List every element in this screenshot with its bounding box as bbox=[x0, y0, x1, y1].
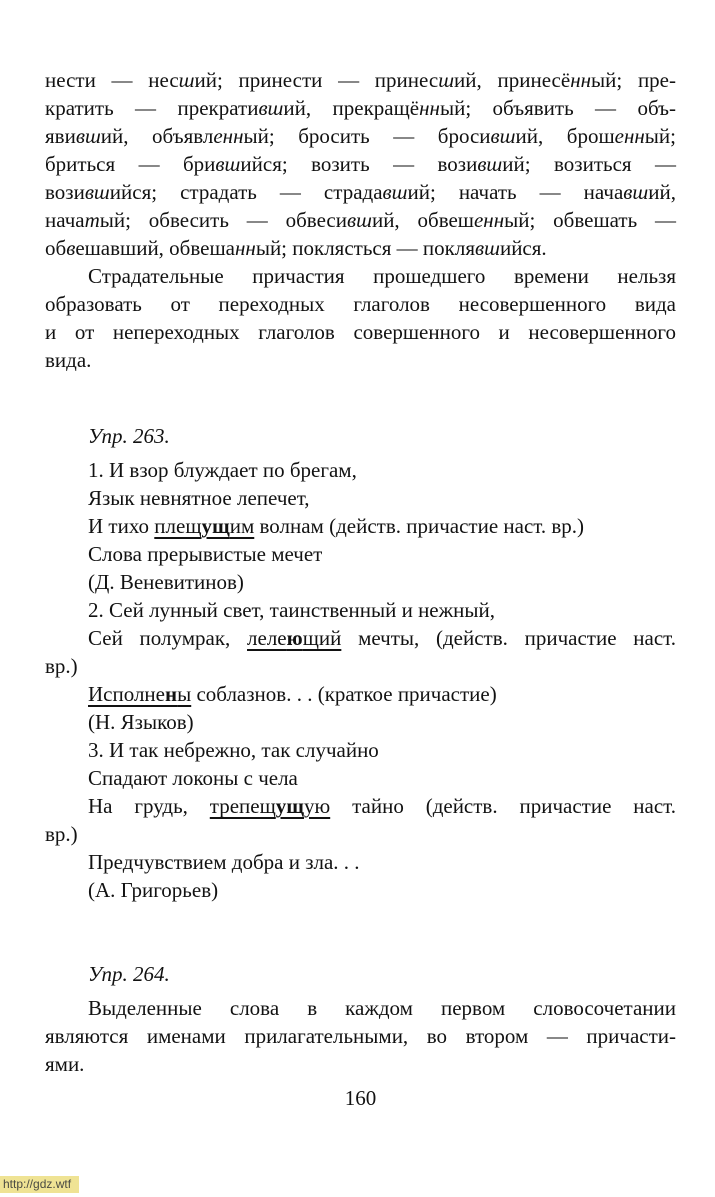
text-segment: нн bbox=[570, 68, 592, 92]
text-line bbox=[45, 318, 676, 346]
text-segment: Страдательные причастия прошедшего времени нельзя bbox=[88, 264, 676, 288]
text-line bbox=[45, 512, 676, 540]
text-line bbox=[45, 792, 676, 820]
text-line-content bbox=[88, 540, 322, 568]
exercise-heading bbox=[45, 422, 676, 450]
text-segment: ш bbox=[178, 68, 195, 92]
text-line-content bbox=[45, 318, 676, 346]
text-line bbox=[45, 178, 676, 206]
text-segment: ийся; возить — вози bbox=[240, 152, 478, 176]
text-segment: вш bbox=[474, 236, 500, 260]
text-line bbox=[45, 150, 676, 178]
text-line-content bbox=[88, 736, 379, 764]
text-line bbox=[45, 652, 676, 680]
text-line bbox=[45, 736, 676, 764]
text-line bbox=[45, 596, 676, 624]
page-content bbox=[45, 66, 676, 1078]
underlined-word-part: н bbox=[165, 682, 178, 706]
text-segment: ый; обвесить — обвеси bbox=[99, 208, 347, 232]
text-segment: (Н. Языков) bbox=[88, 710, 194, 734]
text-line-content bbox=[45, 178, 676, 206]
text-segment: ий; начать — нача bbox=[407, 180, 624, 204]
text-segment: ий, принесё bbox=[454, 68, 571, 92]
text-line-content bbox=[88, 680, 497, 708]
text-segment: ый; пре- bbox=[591, 68, 676, 92]
text-line-content bbox=[45, 346, 91, 374]
text-segment: нача bbox=[45, 208, 85, 232]
text-segment: И тихо bbox=[88, 514, 155, 538]
text-segment: вш bbox=[258, 96, 284, 120]
exercise-heading bbox=[45, 960, 676, 988]
text-line bbox=[45, 568, 676, 596]
text-segment: На грудь, bbox=[88, 794, 210, 818]
text-segment: 3. И так небрежно, так случайно bbox=[88, 738, 379, 762]
text-segment: Предчувствием добра и зла. . . bbox=[88, 850, 360, 874]
text-segment: ешавший, обвеша bbox=[75, 236, 235, 260]
text-segment: Сей полумрак, bbox=[88, 626, 248, 650]
text-line-content bbox=[88, 764, 298, 792]
text-segment: ий, брош bbox=[515, 124, 615, 148]
text-line-content bbox=[45, 1050, 84, 1078]
text-line bbox=[45, 994, 676, 1022]
text-line-content bbox=[88, 876, 218, 904]
underlined-word-part: щий bbox=[302, 626, 342, 650]
text-segment: 2. Сей лунный свет, таинственный и нежный, bbox=[88, 598, 495, 622]
text-line-content bbox=[45, 66, 676, 94]
text-segment: яви bbox=[45, 124, 76, 148]
text-segment: образовать от переходных глаголов несовершенного вида bbox=[45, 292, 676, 316]
text-segment: (А. Григорьев) bbox=[88, 878, 219, 902]
text-line bbox=[45, 346, 676, 374]
text-segment: Спадают локоны с чела bbox=[88, 766, 298, 790]
text-segment: Слова прерывистые мечет bbox=[88, 542, 323, 566]
underlined-word-part: ущ bbox=[201, 514, 230, 538]
text-segment: нн bbox=[419, 96, 440, 120]
text-segment: ий, обвеш bbox=[371, 208, 474, 232]
text-segment: волнам (действ. причастие наст. вр.) bbox=[254, 514, 585, 538]
text-line-content bbox=[88, 994, 676, 1022]
text-segment: ий; возиться — bbox=[502, 152, 676, 176]
text-line-content bbox=[45, 820, 78, 848]
text-segment: вш bbox=[382, 180, 408, 204]
text-segment: ий, объявл bbox=[100, 124, 214, 148]
text-segment: Упр. 264. bbox=[88, 962, 170, 986]
text-line bbox=[45, 624, 676, 652]
text-segment: вш bbox=[623, 180, 649, 204]
text-line bbox=[45, 122, 676, 150]
text-segment: (Д. Веневитинов) bbox=[88, 570, 244, 594]
text-segment: вш bbox=[84, 180, 110, 204]
text-segment: являются именами прилагательными, во втором — причасти- bbox=[45, 1024, 676, 1048]
text-segment: вр.) bbox=[45, 822, 78, 846]
text-segment: енн bbox=[213, 124, 244, 148]
text-line-content bbox=[88, 960, 170, 988]
text-line-content bbox=[88, 624, 676, 652]
text-line bbox=[45, 484, 676, 512]
text-segment: и от непереходных глаголов совершенного и несовершенного bbox=[45, 320, 676, 344]
underlined-word-part: ы bbox=[177, 682, 192, 706]
text-line-content bbox=[88, 484, 310, 512]
text-line-content bbox=[88, 708, 194, 736]
text-segment: вш bbox=[477, 152, 503, 176]
underlined-word-part: им bbox=[229, 514, 255, 538]
text-segment: вш bbox=[75, 124, 101, 148]
text-line-content bbox=[45, 652, 78, 680]
text-segment: ийся. bbox=[499, 236, 547, 260]
text-segment: ый; объявить — объ- bbox=[439, 96, 676, 120]
text-line bbox=[45, 234, 676, 262]
text-segment: т bbox=[84, 208, 100, 232]
text-line-content bbox=[88, 792, 676, 820]
text-segment: об bbox=[45, 236, 67, 260]
text-line-content bbox=[45, 1022, 676, 1050]
text-segment: нн bbox=[234, 236, 256, 260]
text-segment: вида. bbox=[45, 348, 92, 372]
text-line bbox=[45, 708, 676, 736]
text-line bbox=[45, 540, 676, 568]
text-segment: ый; бросить — броси bbox=[243, 124, 491, 148]
text-segment: ий, bbox=[648, 180, 676, 204]
underlined-word-part: леле bbox=[247, 626, 287, 650]
text-line-content bbox=[88, 456, 357, 484]
text-line-content bbox=[88, 848, 360, 876]
text-line bbox=[45, 456, 676, 484]
text-segment: ями. bbox=[45, 1052, 85, 1076]
text-segment: нести — нес bbox=[45, 68, 179, 92]
text-segment: Упр. 263. bbox=[88, 424, 170, 448]
text-segment: Язык невнятное лепечет, bbox=[88, 486, 310, 510]
text-segment: вози bbox=[45, 180, 85, 204]
text-segment: ш bbox=[438, 68, 455, 92]
text-line-content bbox=[45, 234, 547, 262]
text-segment: енн bbox=[614, 124, 645, 148]
text-segment: ый; поклясться — покля bbox=[255, 236, 475, 260]
underlined-word-part: ую bbox=[304, 794, 331, 818]
text-segment: тайно (действ. причастие наст. bbox=[330, 794, 676, 818]
text-segment: Выделенные слова в каждом первом словосочетании bbox=[88, 996, 676, 1020]
underlined-word-part: ю bbox=[286, 626, 303, 650]
text-segment: енн bbox=[473, 208, 505, 232]
text-line-content bbox=[88, 512, 584, 540]
page-number: 160 bbox=[344, 1086, 377, 1110]
text-line-content bbox=[88, 422, 170, 450]
text-line bbox=[45, 680, 676, 708]
text-line bbox=[45, 764, 676, 792]
underlined-word-part: плещ bbox=[154, 514, 202, 538]
text-segment: бриться — бри bbox=[45, 152, 216, 176]
text-line-content bbox=[88, 596, 495, 624]
text-line bbox=[45, 262, 676, 290]
text-segment: ий; принести — принес bbox=[194, 68, 439, 92]
underlined-word-part: трепещ bbox=[209, 794, 276, 818]
text-line-content bbox=[45, 94, 676, 122]
text-line-content bbox=[45, 150, 676, 178]
text-line-content bbox=[88, 568, 244, 596]
text-segment: вш bbox=[346, 208, 372, 232]
text-segment: ий, прекращё bbox=[283, 96, 420, 120]
text-line-content bbox=[88, 262, 676, 290]
text-line bbox=[45, 290, 676, 318]
text-segment: соблазнов. . . (краткое причастие) bbox=[191, 682, 497, 706]
watermark-url: http://gdz.wtf bbox=[0, 1176, 79, 1193]
text-segment: в bbox=[66, 236, 76, 260]
text-line-content bbox=[45, 122, 676, 150]
text-segment: вр.) bbox=[45, 654, 78, 678]
text-segment: вш bbox=[490, 124, 516, 148]
text-line bbox=[45, 876, 676, 904]
text-line bbox=[45, 94, 676, 122]
text-segment: ый; bbox=[644, 124, 676, 148]
text-line-content bbox=[45, 290, 676, 318]
text-line bbox=[45, 1022, 676, 1050]
text-line bbox=[45, 848, 676, 876]
text-line-content bbox=[45, 206, 676, 234]
text-segment: мечты, (действ. причастие наст. bbox=[341, 626, 676, 650]
text-line bbox=[45, 1050, 676, 1078]
underlined-word-part: Исполне bbox=[88, 682, 165, 706]
underlined-word-part: ущ bbox=[275, 794, 304, 818]
text-segment: ый; обвешать — bbox=[504, 208, 676, 232]
text-segment: 1. И взор блуждает по брегам, bbox=[88, 458, 357, 482]
text-segment: вш bbox=[215, 152, 241, 176]
text-line bbox=[45, 820, 676, 848]
text-line bbox=[45, 206, 676, 234]
text-segment: кратить — прекрати bbox=[45, 96, 259, 120]
text-segment: ийся; страдать — страда bbox=[109, 180, 383, 204]
text-line bbox=[45, 66, 676, 94]
